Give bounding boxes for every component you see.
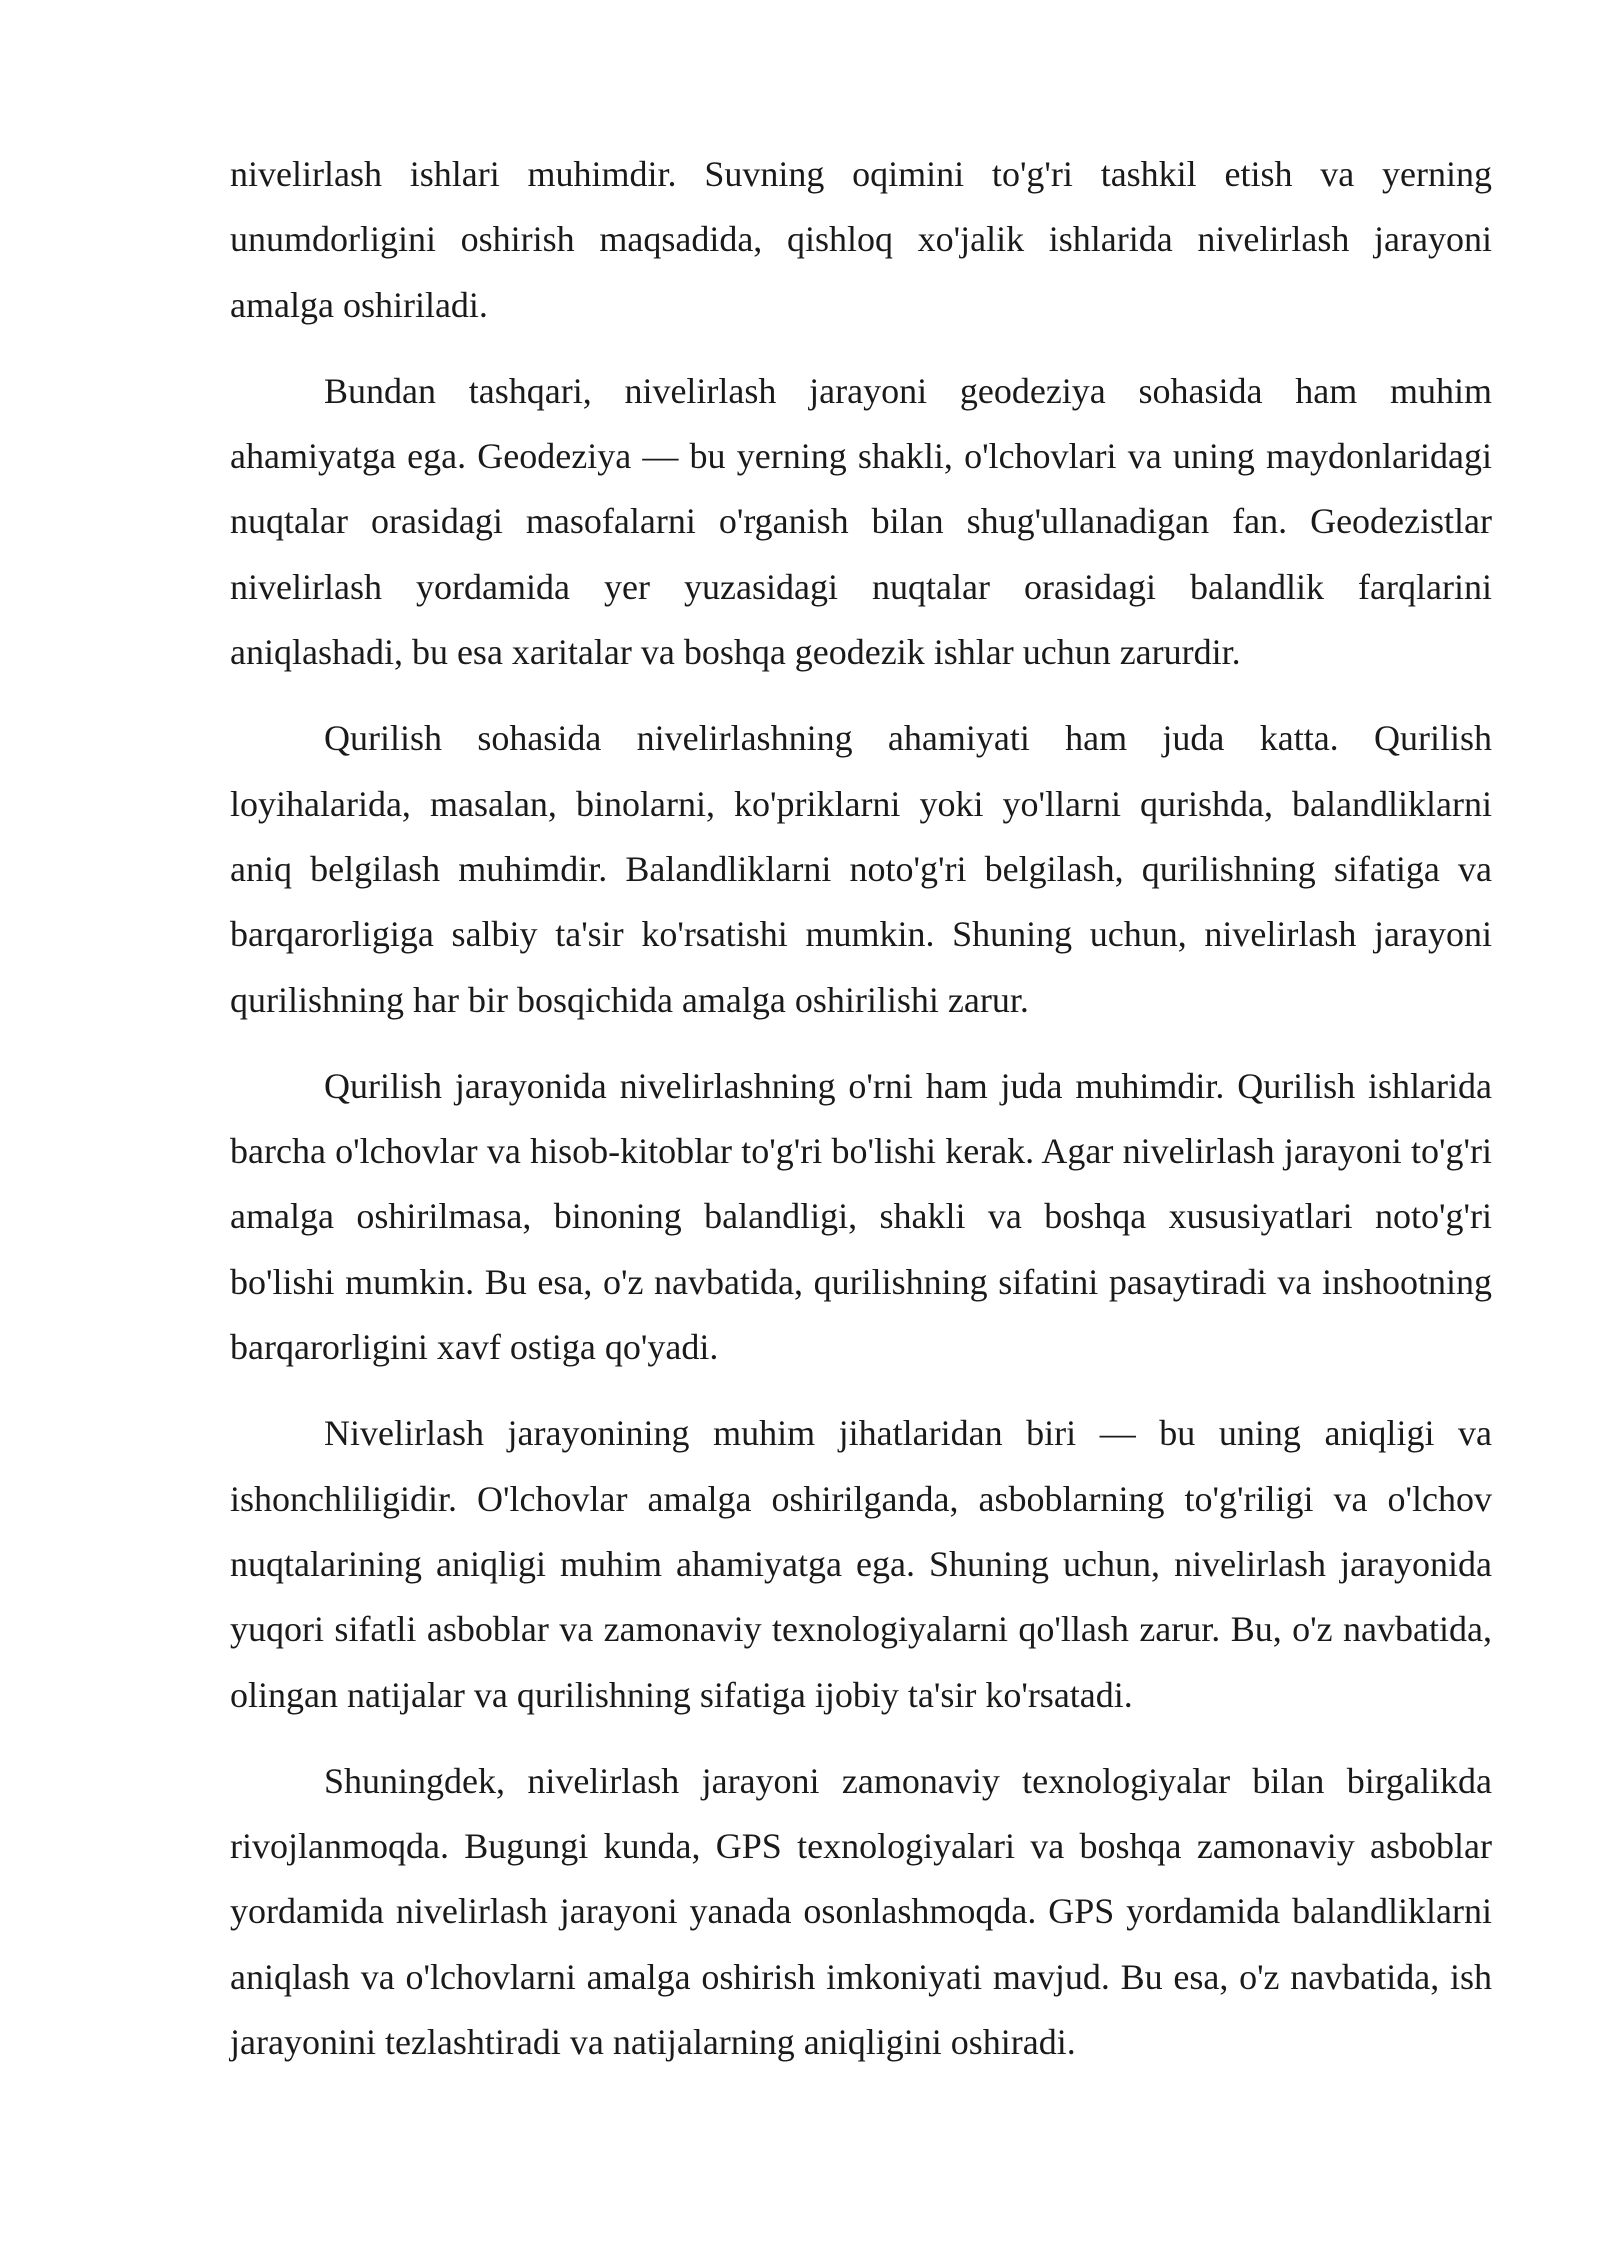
paragraph-geodesy: Bundan tashqari, nivelirlash jarayoni geodeziya sohasida ham muhim ahamiyatga ega. Geodeziya — bu yerning shakli, o'lchovlari va uning maydonlaridagi nuqtalar orasidagi masofalarni o'rganish bilan shug'ullanadigan fan. Geodezistlar nivelirlash yordamida yer yuzasidagi nuqtalar orasidagi balandlik farqlarini aniqlashadi, bu esa xaritalar va boshqa geodezik ishlar uchun zarurdir. <box>230 370 1492 673</box>
paragraph-continued: nivelirlash ishlari muhimdir. Suvning oqimini to'g'ri tashkil etish va yerning unumdorligini oshirish maqsadida, qishloq xo'jalik ishlarida nivelirlash jarayoni amalga oshiriladi. <box>230 154 1492 325</box>
paragraph-construction-field: Qurilish sohasida nivelirlashning ahamiyati ham juda katta. Qurilish loyihalarida, masalan, binolarni, ko'priklarni yoki yo'llarni qurishda, balandliklarni aniq belgilash muhimdir. Balandliklarni noto'g'ri belgilash, qurilishning sifatiga va barqarorligiga salbiy ta'sir ko'rsatishi mumkin. Shuning uchun, nivelirlash jarayoni qurilishning har bir bosqichida amalga oshirilishi zarur. <box>230 718 1492 1020</box>
paragraph-accuracy: Nivelirlash jarayonining muhim jihatlaridan biri — bu uning aniqligi va ishonchliligidir. O'lchovlar amalga oshirilganda, asboblarning to'g'riligi va o'lchov nuqtalarining aniqligi muhim ahamiyatga ega. Shuning uchun, nivelirlash jarayonida yuqori sifatli asboblar va zamonaviy texnologiyalarni qo'llash zarur. Bu, o'z navbatida, olingan natijalar va qurilishning sifatiga ijobiy ta'sir ko'rsatadi. <box>230 1413 1492 1715</box>
paragraph-construction-process: Qurilish jarayonida nivelirlashning o'rni ham juda muhimdir. Qurilish ishlarida barcha o'lchovlar va hisob-kitoblar to'g'ri bo'lishi kerak. Agar nivelirlash jarayoni to'g'ri amalga oshirilmasa, binoning balandligi, shakli va boshqa xususiyatlari noto'g'ri bo'lishi mumkin. Bu esa, o'z navbatida, qurilishning sifatini pasaytiradi va inshootning barqarorligini xavf ostiga qo'yadi. <box>230 1065 1492 1368</box>
document-body <box>230 142 1492 2096</box>
paragraph-modern-technology: Shuningdek, nivelirlash jarayoni zamonaviy texnologiyalar bilan birgalikda rivojlanmoqda. Bugungi kunda, GPS texnologiyalari va boshqa zamonaviy asboblar yordamida nivelirlash jarayoni yanada osonlashmoqda. GPS yordamida balandliklarni aniqlash va o'lchovlarni amalga oshirish imkoniyati mavjud. Bu esa, o'z navbatida, ish jarayonini tezlashtiradi va natijalarning aniqligini oshiradi. <box>230 1760 1492 2063</box>
